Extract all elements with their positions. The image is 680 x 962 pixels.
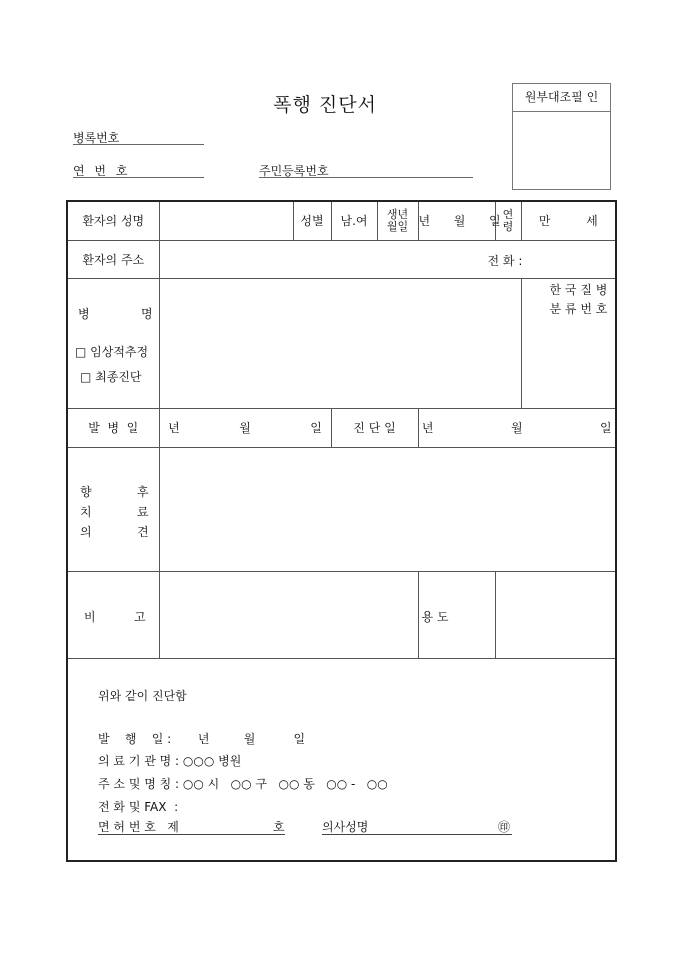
doctor-name-label: 의사성명 <box>322 819 369 834</box>
disease-name-label-cell <box>67 278 159 408</box>
opinion-label-left <box>80 482 92 542</box>
opinion-char-chi: 치 <box>80 504 92 519</box>
remarks-field[interactable] <box>159 571 418 658</box>
disease-label-b: 명 <box>141 306 153 321</box>
kcd-label-line2: 분 류 번 호 <box>549 301 608 316</box>
onset-date-label: 발 병 일 <box>67 408 159 447</box>
birth-label-line1: 생년 <box>386 207 409 221</box>
purpose-label-cell <box>418 571 495 658</box>
disease-label-a: 병 <box>78 306 90 321</box>
remarks-row <box>67 571 616 658</box>
remarks-label-a: 비 <box>84 609 96 624</box>
license-no-label: 면 허 번 호 제 <box>98 819 179 834</box>
patient-address-row <box>67 240 616 278</box>
disease-name-row <box>67 278 616 408</box>
opinion-char-ui: 의 <box>80 524 92 539</box>
opinion-row <box>67 447 616 571</box>
purpose-field[interactable] <box>495 571 616 658</box>
remarks-label-cell <box>67 571 159 658</box>
patient-name-label: 환자의 성명 <box>67 201 159 240</box>
opinion-char-hyang: 향 <box>80 484 92 499</box>
onset-date-row <box>67 408 616 447</box>
purpose-label: 용 도 <box>421 609 449 624</box>
onset-date-value[interactable]: 년 월 일 <box>159 408 331 447</box>
record-no-label: 병록번호 <box>73 131 120 145</box>
opinion-field[interactable] <box>159 447 616 571</box>
stamp-label: 원부대조필 인 <box>513 84 610 112</box>
birth-label <box>377 201 418 240</box>
patient-name-row <box>67 201 616 240</box>
issuer-cell <box>67 658 616 861</box>
document-title: 폭행 진단서 <box>273 94 377 116</box>
remarks-label-b: 고 <box>134 609 146 624</box>
resident-no-field[interactable] <box>259 177 473 178</box>
license-ho-label: 호 <box>273 819 285 834</box>
opinion-label-right <box>137 482 149 542</box>
patient-address-field[interactable] <box>159 240 616 278</box>
kcd-label-line1: 한 국 질 병 <box>549 282 608 297</box>
seal-icon: ㊞ <box>498 819 511 834</box>
diagnosis-date-value[interactable]: 년 월 일 <box>418 408 616 447</box>
license-no-field[interactable] <box>98 818 285 835</box>
clinical-estimate-checkbox[interactable]: □ 임상적추정 <box>75 344 149 359</box>
phone-fax-line[interactable]: 전 화 및 FAX : <box>98 799 179 814</box>
opinion-char-gyeon: 견 <box>137 524 149 539</box>
age-label-line1: 연 <box>502 207 514 221</box>
sex-label: 성별 <box>293 201 331 240</box>
issuer-row <box>67 658 616 861</box>
address-line[interactable]: 주 소 및 명 칭 : ○○ 시 ○○ 구 ○○ 동 ○○ - ○○ <box>98 776 388 791</box>
opinion-char-hu: 후 <box>137 484 149 499</box>
birth-date-value[interactable]: 년 월 일 <box>418 201 495 240</box>
patient-address-label: 환자의 주소 <box>67 240 159 278</box>
opinion-char-ryo: 료 <box>137 504 149 519</box>
diagnosis-date-label: 진 단 일 <box>331 408 418 447</box>
phone-label: 전 화 : <box>487 253 523 268</box>
record-no-field[interactable] <box>73 144 204 145</box>
issue-date-line[interactable]: 발 행 일 : 년 월 일 <box>98 731 306 746</box>
serial-no-label: 연 번 호 <box>73 164 131 178</box>
sex-value[interactable]: 남.여 <box>331 201 377 240</box>
opinion-label-cell <box>67 447 159 571</box>
birth-label-line2: 월일 <box>386 219 409 233</box>
diagnosis-form-table <box>66 200 617 862</box>
disease-name-field[interactable] <box>159 278 521 408</box>
statement-text: 위와 같이 진단함 <box>98 688 187 703</box>
patient-name-field[interactable] <box>159 201 293 240</box>
final-diagnosis-checkbox[interactable]: □ 최종진단 <box>80 369 142 384</box>
age-label-line2: 령 <box>502 219 514 233</box>
institution-line[interactable]: 의 료 기 관 명 : ○○○ 병원 <box>98 753 242 768</box>
resident-no-label: 주민등록번호 <box>259 164 329 178</box>
stamp-box <box>512 83 611 190</box>
kcd-code-cell[interactable] <box>521 278 616 408</box>
doctor-name-field[interactable] <box>322 818 512 835</box>
age-value[interactable]: 만 세 <box>521 201 616 240</box>
serial-no-field[interactable] <box>73 177 204 178</box>
